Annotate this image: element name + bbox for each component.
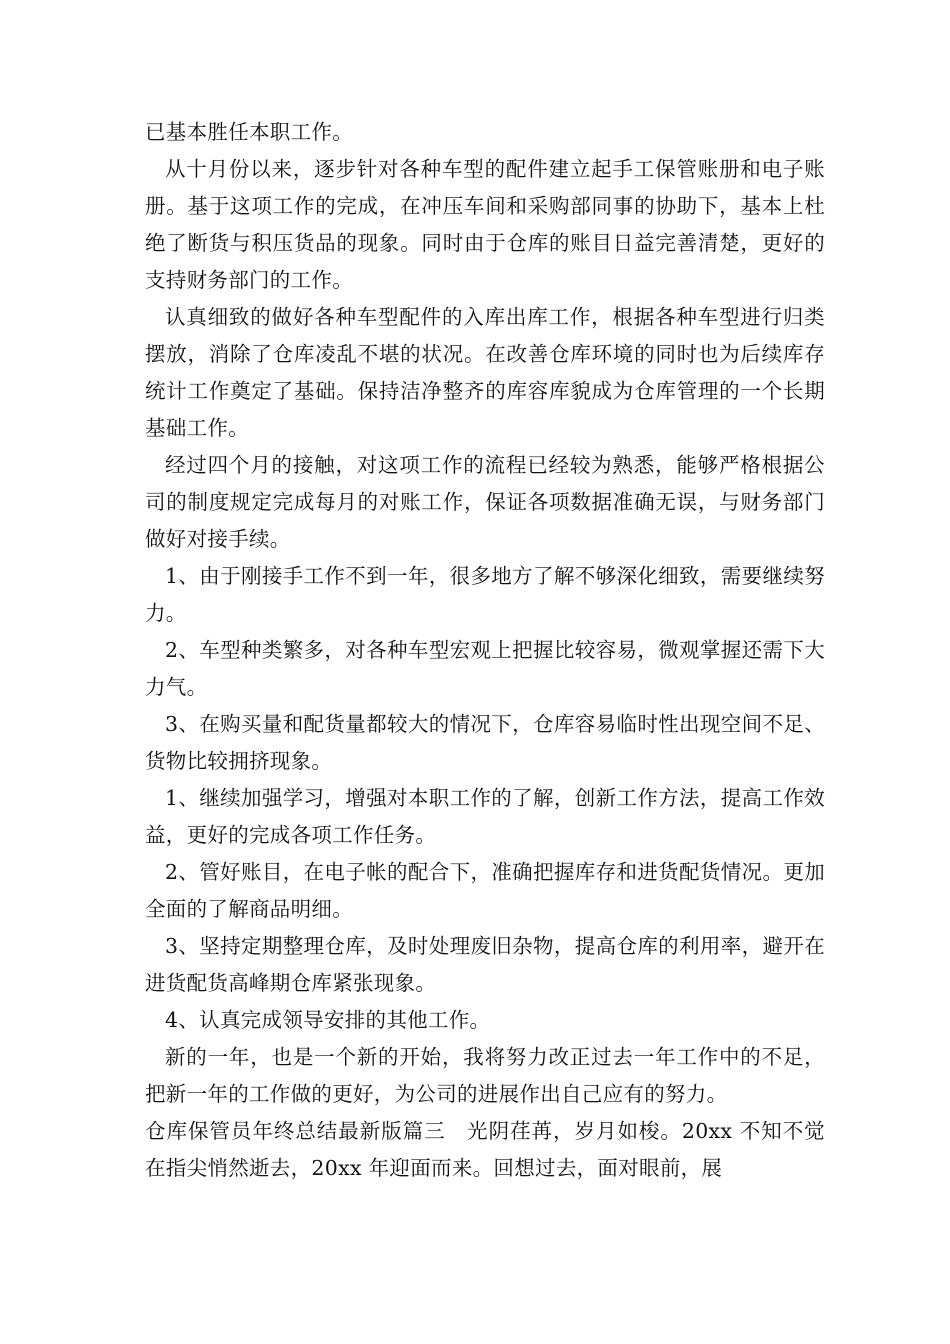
list-item-plan-2: 2、管好账目，在电子帐的配合下，准确把握库存和进货配货情况。更加全面的了解商品明细。 <box>145 860 825 921</box>
paragraph-2: 从十月份以来，逐步针对各种车型的配件建立起手工保管账册和电子账册。基于这项工作的完成，在冲压车间和采购部同事的协助下，基本上杜绝了断货与积压货品的现象。同时由于仓库的账目日益完善清楚，更好的支持财务部门的工作。 <box>145 157 825 292</box>
list-item-problem-2: 2、车型种类繁多，对各种车型宏观上把握比较容易，微观掌握还需下大力气。 <box>145 638 825 699</box>
paragraph-4: 经过四个月的接触，对这项工作的流程已经较为熟悉，能够严格根据公司的制度规定完成每月的对账工作，保证各项数据准确无误，与财务部门做好对接手续。 <box>145 453 825 551</box>
list-item-problem-1: 1、由于刚接手工作不到一年，很多地方了解不够深化细致，需要继续努力。 <box>145 564 825 625</box>
list-item-plan-1: 1、继续加强学习，增强对本职工作的了解，创新工作方法，提高工作效益，更好的完成各项工作任务。 <box>145 786 825 847</box>
paragraph-3: 认真细致的做好各种车型配件的入库出库工作，根据各种车型进行归类摆放，消除了仓库凌乱不堪的状况。在改善仓库环境的同时也为后续库存统计工作奠定了基础。保持洁净整齐的库容库貌成为仓库管理的一个长期基础工作。 <box>145 305 825 440</box>
list-item-plan-3: 3、坚持定期整理仓库，及时处理废旧杂物，提高仓库的利用率，避开在进货配货高峰期仓库紧张现象。 <box>145 934 825 995</box>
paragraph-closing: 新的一年，也是一个新的开始，我将努力改正过去一年工作中的不足，把新一年的工作做的更好，为公司的进展作出自己应有的努力。 <box>145 1045 825 1106</box>
section-heading-paragraph: 仓库保管员年终总结最新版篇三 光阴荏苒，岁月如梭。20xx 不知不觉在指尖悄然逝去，20xx 年迎面而来。回想过去，面对眼前，展 <box>145 1119 825 1180</box>
paragraph-1: 已基本胜任本职工作。 <box>145 120 353 144</box>
list-item-problem-3: 3、在购买量和配货量都较大的情况下，仓库容易临时性出现空间不足、货物比较拥挤现象。 <box>145 712 825 773</box>
document-body <box>145 114 825 1187</box>
list-item-plan-4: 4、认真完成领导安排的其他工作。 <box>165 1008 491 1032</box>
